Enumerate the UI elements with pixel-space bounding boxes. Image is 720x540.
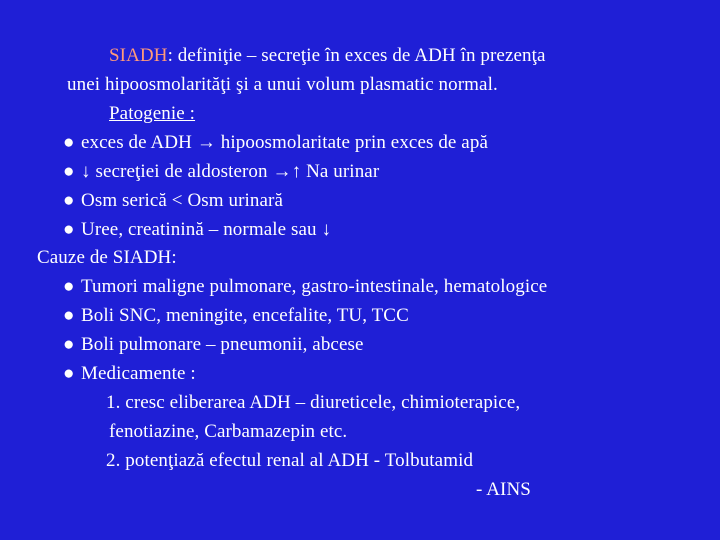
patogenie-item-2 — [63, 160, 379, 184]
patogenie-item-1 — [63, 131, 488, 155]
item-text: Boli pulmonare – pneumonii, abcese — [81, 334, 364, 355]
bullet-icon: ● — [63, 305, 75, 326]
item-text: Uree, creatinină – normale sau — [81, 219, 317, 240]
patogenie-item-3 — [63, 189, 283, 213]
item-text: hipoosmolaritate prin exces de apă — [220, 132, 488, 153]
patogenie-title: Patogenie : — [109, 103, 196, 124]
medicamente-line-3: 2. potenţiază efectul renal al ADH - Tolbutamid — [106, 450, 474, 471]
item-text: secreţiei de aldosteron — [95, 161, 268, 182]
siadh-term: SIADH — [109, 45, 168, 66]
arrow-down-icon: ↓ — [321, 219, 332, 240]
item-text: Boli SNC, meningite, encefalite, TU, TCC — [81, 305, 409, 326]
bullet-icon: ● — [63, 276, 75, 297]
bullet-icon: ● — [63, 161, 75, 182]
cauze-item — [63, 304, 409, 328]
medicamente-line-2: fenotiazine, Carbamazepin etc. — [109, 421, 348, 442]
definition-line-2: unei hipoosmolarităţi şi a unui volum plasmatic normal. — [67, 74, 498, 95]
item-text: Medicamente : — [81, 363, 196, 384]
bullet-icon: ● — [63, 363, 75, 384]
patogenie-item-4 — [63, 218, 331, 242]
arrow-up-icon: ↑ — [291, 161, 302, 182]
bullet-icon: ● — [63, 219, 75, 240]
cauze-item — [63, 333, 364, 357]
bullet-icon: ● — [63, 334, 75, 355]
medicamente-line-4: - AINS — [476, 479, 531, 500]
item-text: Na urinar — [306, 161, 380, 182]
cauze-title: Cauze de SIADH: — [37, 247, 177, 268]
arrow-right-icon: → — [272, 161, 292, 182]
medicamente-line-1: 1. cresc eliberarea ADH – diureticele, chimioterapice, — [106, 392, 521, 413]
arrow-right-icon: → — [196, 132, 216, 153]
bullet-icon: ● — [63, 190, 75, 211]
definition-text: : definiţie – secreţie în exces de ADH în prezenţa — [167, 45, 546, 66]
item-text: exces de ADH — [81, 132, 192, 153]
bullet-icon: ● — [63, 132, 75, 153]
item-text: Tumori maligne pulmonare, gastro-intestinale, hematologice — [81, 276, 548, 297]
cauze-item — [63, 362, 196, 386]
definition-line-1 — [109, 44, 546, 68]
arrow-down-icon: ↓ — [81, 161, 91, 182]
cauze-item — [63, 275, 547, 299]
item-text: Osm serică < Osm urinară — [81, 190, 284, 211]
